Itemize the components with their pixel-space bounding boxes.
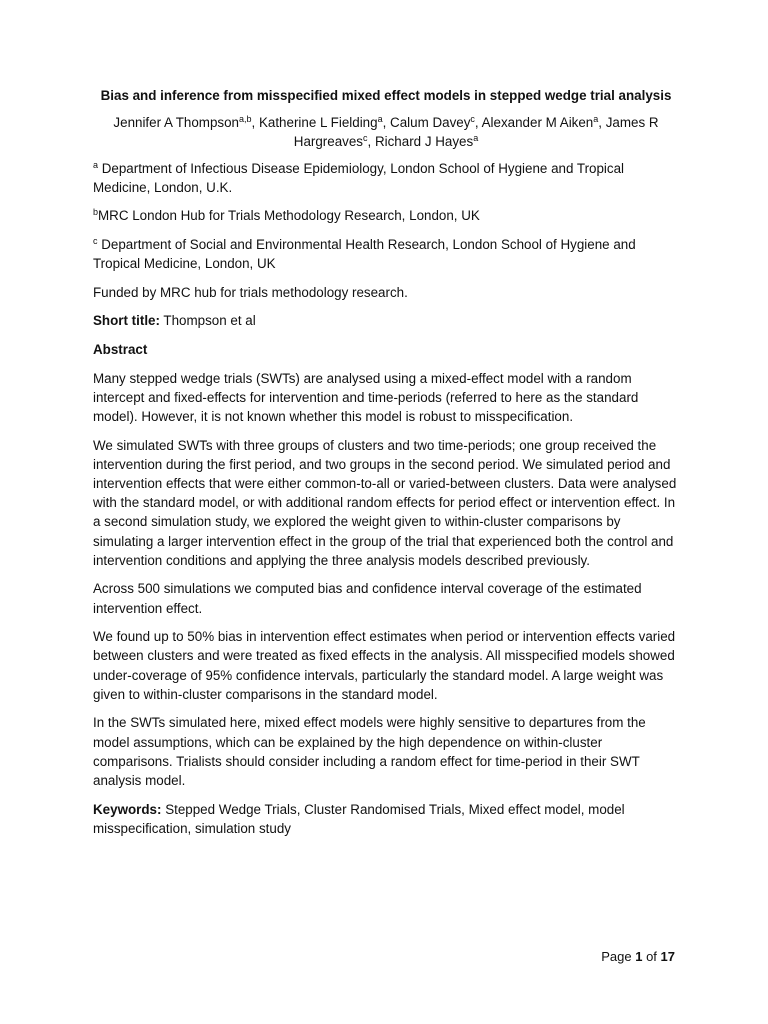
abstract-heading: Abstract <box>93 341 148 357</box>
short-title <box>93 311 679 330</box>
current-page-number: 1 <box>635 949 643 964</box>
affiliation-a-mark: a <box>93 159 99 170</box>
author-1-affiliation-mark: a,b <box>238 114 252 125</box>
abstract-paragraph-results: We found up to 50% bias in intervention effect estimates when period or intervention effects varied between clusters and were treated as fixed effects in the analysis. All misspecified models showed under-coverage of 95% confidence intervals, particularly the standard model. A large weight was given to within-cluster comparisons in the standard model. <box>93 629 676 702</box>
paper-title: Bias and inference from misspecified mixed effect models in stepped wedge trial analysis <box>100 88 672 103</box>
author-list <box>93 113 679 151</box>
author-1: Jennifer A Thompson$^{a,b}$, <box>113 114 259 131</box>
abstract-paragraph-analysis: Across 500 simulations we computed bias and confidence interval coverage of the estimated intervention effect. <box>93 581 642 616</box>
affiliation-c <box>93 235 679 273</box>
author-4-affiliation-mark: a <box>593 114 599 125</box>
affiliation-a <box>93 159 679 197</box>
affiliation-c-text: Department of Social and Environmental Health Research, London School of Hygiene and Tropical Medicine, London, UK <box>93 237 636 272</box>
author-2: Katherine L Fielding$^a$, <box>258 114 391 131</box>
author-2-affiliation-mark: a <box>377 114 383 125</box>
page-number-footer <box>601 947 675 966</box>
affiliation-b <box>93 206 679 225</box>
keywords-value: Stepped Wedge Trials, Cluster Randomised Trials, Mixed effect model, model misspecification, simulation study <box>93 801 625 836</box>
of-word: of <box>646 949 657 964</box>
page-word: Page <box>601 949 632 964</box>
author-3: Calum Davey$^c$, <box>390 114 482 131</box>
short-title-label: Short title: <box>93 313 160 329</box>
keywords <box>93 800 679 838</box>
abstract-paragraph-methods: We simulated SWTs with three groups of clusters and two time-periods; one group received the intervention during the first period, and two groups in the second period. We simulated period and intervention effects that were either common-to-all or varied-between clusters. Data were analysed with the standard model, or with additional random effects for period effect or intervention effect. In a second simulation study, we explored the weight given to within-cluster comparisons by simulating a larger intervention effect in the group of the trial that experienced both the control and intervention conditions and applying the three analysis models described previously. <box>93 437 677 568</box>
author-6: Richard J Hayes$^a$ <box>374 133 479 150</box>
author-5: James R Hargreaves$^c$, <box>293 115 659 150</box>
total-page-count: 17 <box>660 949 675 964</box>
author-4: Alexander M Aiken$^a$, <box>481 114 606 131</box>
affiliation-c-mark: c <box>93 236 98 246</box>
funding-statement: Funded by MRC hub for trials methodology research. <box>93 284 408 300</box>
affiliation-a-text: Department of Infectious Disease Epidemiology, London School of Hygiene and Tropical Medicine, London, U.K. <box>93 160 625 195</box>
author-3-affiliation-mark: c <box>470 114 475 125</box>
affiliation-b-mark: b <box>93 207 99 218</box>
paper-page <box>93 86 679 847</box>
author-5-affiliation-mark: c <box>363 133 368 144</box>
short-title-value: Thompson et al <box>159 313 256 329</box>
abstract-paragraph-conclusions: In the SWTs simulated here, mixed effect models were highly sensitive to departures from the model assumptions, which can be explained by the high dependence on within-cluster comparisons. Trialists should consider including a random effect for time-period in their SWT analysis model. <box>93 715 646 788</box>
abstract-paragraph-background: Many stepped wedge trials (SWTs) are analysed using a mixed-effect model with a random intercept and fixed-effects for intervention and time-periods (referred to here as the standard model). However, it is not known whether this model is robust to misspecification. <box>93 370 639 424</box>
affiliation-b-text: MRC London Hub for Trials Methodology Research, London, UK <box>98 208 480 224</box>
keywords-label: Keywords: <box>93 801 162 817</box>
author-6-affiliation-mark: a <box>473 133 479 144</box>
